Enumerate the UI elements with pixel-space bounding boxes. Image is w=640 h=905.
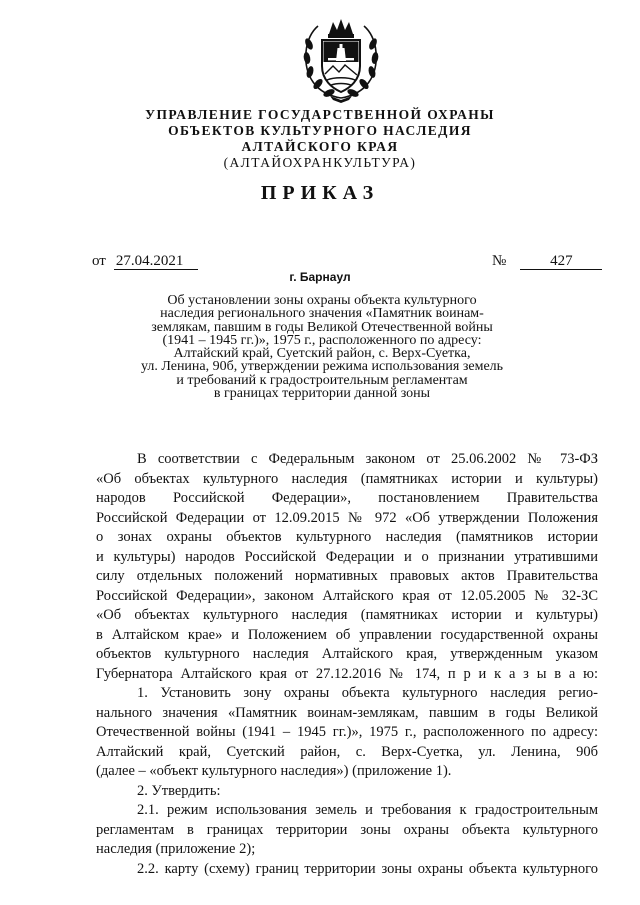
order-subject-line: в границах территории данной зоны [213,386,431,402]
document-date [92,253,198,270]
body-line: о зонах охраны объектов культурного наследия (памятников истории [96,529,598,545]
body-line: народов Российской Федерации», постановлением Правительства [96,490,598,506]
order-subject-line: ул. Ленина, 90б, утверждении режима использования земель [140,359,504,375]
document-type-title: ПРИКАЗ [260,182,380,204]
organization-header [0,107,640,171]
order-subject-line: Алтайский край, Суетский район, с. Верх-Суетка, [173,346,471,362]
clause-1-line: 1. Установить зону охраны объекта культурного наследия регио- [137,685,598,701]
body-line: В соответствии с Федеральным законом от 25.06.2002 № 73-ФЗ [137,451,598,467]
order-subject-line: и требований к градостроительным регламентам [176,372,468,388]
clause-2-1-line: регламентам в границах территории зоны охраны объекта культурного [96,821,598,838]
clause-1-line: нального значения «Памятник воинам-землякам, павшим в годы Великой [96,704,598,721]
document-number [492,253,602,270]
order-subject-line: (1941 – 1945 гг.)», 1975 г., расположенного по адресу: [162,332,482,348]
clause-2-1-line: 2.1. режим использования земель и требования к градостроительным [137,802,598,818]
order-body [96,450,598,879]
clause-2-2-line: 2.2. карту (схему) границ территории зоны охраны объекта культурного [137,860,598,877]
body-line: и культуры) народов Российской Федерации и о признании утратившими [96,548,598,565]
clause-2-1-line: наследия (приложение 2); [96,841,256,857]
date-label: от [92,253,106,269]
number-value: 427 [520,253,602,270]
document-city: г. Барнаул [289,270,351,284]
clause-1-line: Алтайский край, Суетский район, с. Верх-Суетка, ул. Ленина, 90б [96,743,598,760]
organization-name-line: УПРАВЛЕНИЕ ГОСУДАРСТВЕННОЙ ОХРАНЫ [145,107,495,122]
altai-krai-coat-of-arms-icon [296,14,386,104]
body-line: «Об объектах культурного наследия (памятниках истории и культуры) [96,470,598,487]
organization-name-line: АЛТАЙСКОГО КРАЯ [241,139,399,154]
date-value: 27.04.2021 [114,253,198,270]
body-line: Российской Федерации от 12.09.2015 № 972 «Об утверждении Положения [96,509,598,526]
order-subject [120,294,524,400]
number-label: № [492,253,507,269]
body-line: объектов культурного наследия Алтайского края, утвержденным указом [96,646,598,662]
order-subject-line: наследия регионального значения «Памятник воинам- [160,306,484,322]
order-subject-line: землякам, павшим в годы Великой Отечественной войны [151,319,493,335]
body-line: Губернатора Алтайского края от 27.12.2016 № 174, п р и к а з ы в а ю: [96,665,598,682]
organization-name-line: ОБЪЕКТОВ КУЛЬТУРНОГО НАСЛЕДИЯ [168,123,472,138]
body-line: Российской Федерации», законом Алтайского края от 12.05.2005 № 32-ЗС [96,587,598,604]
clause-2-line: 2. Утвердить: [137,782,221,799]
body-line: «Об объектах культурного наследия (памятниках истории и культуры) [96,607,598,623]
clause-1-line: (далее – «объект культурного наследия») (приложение 1). [96,763,452,779]
clause-1-line: Отечественной войны (1941 – 1945 гг.)», 1975 г., расположенного по адресу: [96,724,598,740]
organization-abbreviation: (АЛТАЙОХРАНКУЛЬТУРА) [223,155,417,170]
body-line: силу отдельных положений нормативных правовых актов Правительства [96,568,598,584]
order-subject-line: Об установлении зоны охраны объекта культурного [167,293,477,308]
body-line: в Алтайском крае» и Положением об управлении государственной охраны [96,626,598,643]
